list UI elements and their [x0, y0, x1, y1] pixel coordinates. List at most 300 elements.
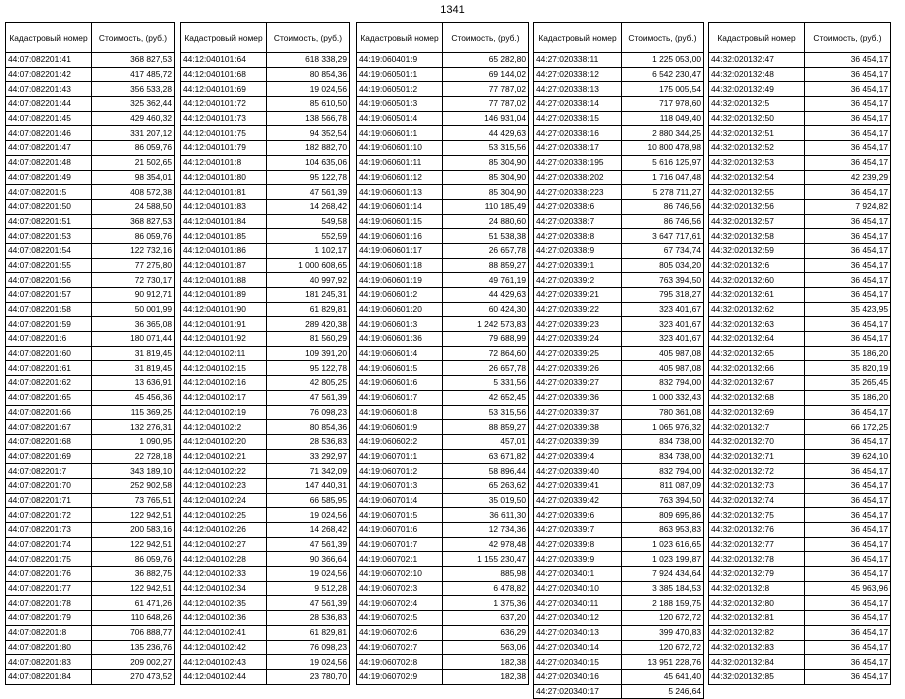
cadastral-number-cell: 44:27:020339:2: [534, 273, 622, 288]
table-row: [534, 523, 704, 538]
cost-cell: 42 978,48: [443, 537, 529, 552]
cost-cell: 36 454,17: [805, 126, 891, 141]
table-row: [181, 390, 350, 405]
cadastral-number-cell: 44:07:082201:71: [6, 493, 92, 508]
cost-cell: 31 819,45: [92, 346, 175, 361]
cost-cell: 5 246,64: [622, 684, 704, 699]
cost-cell: 21 502,65: [92, 155, 175, 170]
cadastral-number-cell: 44:27:020338:223: [534, 185, 622, 200]
cadastre-table-5: [708, 22, 891, 685]
cadastral-number-cell: 44:19:060601:9: [357, 420, 443, 435]
cost-cell: 61 829,81: [267, 625, 350, 640]
cost-cell: 44 429,63: [443, 126, 529, 141]
cadastral-number-cell: 44:07:082201:5: [6, 185, 92, 200]
table-row: [6, 493, 175, 508]
table-row: [181, 243, 350, 258]
cadastral-number-cell: 44:07:082201:80: [6, 640, 92, 655]
cadastral-number-cell: 44:12:040101:92: [181, 332, 267, 347]
cadastral-number-cell: 44:07:082201:69: [6, 449, 92, 464]
cost-cell: 73 765,51: [92, 493, 175, 508]
table-row: [534, 126, 704, 141]
cadastral-number-cell: 44:27:020339:23: [534, 317, 622, 332]
cost-cell: 49 761,19: [443, 273, 529, 288]
cadastral-number-cell: 44:27:020340:11: [534, 596, 622, 611]
cadastral-number-cell: 44:12:040102:16: [181, 376, 267, 391]
cost-cell: 19 024,56: [267, 655, 350, 670]
cost-cell: 834 738,00: [622, 449, 704, 464]
cadastral-number-cell: 44:07:082201:47: [6, 141, 92, 156]
cost-cell: 7 924 434,64: [622, 567, 704, 582]
table-row: [534, 273, 704, 288]
table-row: [181, 317, 350, 332]
table-row: [357, 214, 529, 229]
table-row: [534, 478, 704, 493]
cadastral-number-cell: 44:27:020339:6: [534, 508, 622, 523]
cadastral-number-cell: 44:27:020339:21: [534, 288, 622, 303]
table-row: [181, 420, 350, 435]
cadastral-number-cell: 44:32:020132:60: [709, 273, 805, 288]
cost-cell: 86 746,56: [622, 214, 704, 229]
cadastral-number-cell: 44:32:020132:83: [709, 640, 805, 655]
cadastre-table-4: [533, 22, 704, 699]
cost-cell: 832 794,00: [622, 464, 704, 479]
cadastral-number-cell: 44:32:020132:71: [709, 449, 805, 464]
table-row: [534, 317, 704, 332]
cost-cell: 9 512,28: [267, 581, 350, 596]
cadastral-number-cell: 44:19:060602:2: [357, 434, 443, 449]
table-row: [6, 669, 175, 684]
table-row: [709, 434, 891, 449]
table-row: [6, 596, 175, 611]
cost-cell: 104 635,06: [267, 155, 350, 170]
cost-cell: 182 882,70: [267, 141, 350, 156]
cadastral-number-cell: 44:07:082201:74: [6, 537, 92, 552]
cost-cell: 50 001,99: [92, 302, 175, 317]
cost-cell: 289 420,38: [267, 317, 350, 332]
table-row: [709, 464, 891, 479]
cadastral-number-cell: 44:27:020338:7: [534, 214, 622, 229]
table-row: [181, 449, 350, 464]
cadastral-number-cell: 44:12:040102:42: [181, 640, 267, 655]
cost-cell: 77 787,02: [443, 82, 529, 97]
cadastral-number-cell: 44:27:020340:10: [534, 581, 622, 596]
cost-cell: 72 864,60: [443, 346, 529, 361]
cost-cell: 24 880,60: [443, 214, 529, 229]
cadastral-number-cell: 44:19:060601:18: [357, 258, 443, 273]
cost-cell: 42 805,25: [267, 376, 350, 391]
table-row: [709, 390, 891, 405]
cadastral-number-cell: 44:32:020132:7: [709, 420, 805, 435]
cost-cell: 67 734,74: [622, 243, 704, 258]
table-row: [534, 449, 704, 464]
cadastral-number-cell: 44:12:040101:80: [181, 170, 267, 185]
table-row: [181, 581, 350, 596]
cadastral-number-cell: 44:19:060601:14: [357, 199, 443, 214]
cadastral-number-cell: 44:12:040101:73: [181, 111, 267, 126]
cost-cell: 42 239,29: [805, 170, 891, 185]
cadastral-number-cell: 44:19:060601:8: [357, 405, 443, 420]
table-row: [357, 317, 529, 332]
cadastral-number-cell: 44:07:082201:56: [6, 273, 92, 288]
table-row: [534, 361, 704, 376]
table-row: [181, 214, 350, 229]
table-row: [6, 376, 175, 391]
cadastral-number-cell: 44:07:082201:61: [6, 361, 92, 376]
cadastral-number-cell: 44:27:020339:24: [534, 332, 622, 347]
cadastral-number-cell: 44:32:020132:56: [709, 199, 805, 214]
cost-cell: 200 583,16: [92, 523, 175, 538]
table-row: [709, 67, 891, 82]
cost-cell: 28 536,83: [267, 434, 350, 449]
cost-cell: 5 278 711,27: [622, 185, 704, 200]
cadastral-number-cell: 44:07:082201:44: [6, 97, 92, 112]
cost-cell: 61 829,81: [267, 302, 350, 317]
header-cadastral-number: Кадастровый номер: [534, 23, 622, 53]
cadastral-number-cell: 44:12:040102:36: [181, 611, 267, 626]
table-row: [709, 53, 891, 68]
cadastral-number-cell: 44:07:082201:41: [6, 53, 92, 68]
cost-cell: 42 652,45: [443, 390, 529, 405]
cost-cell: 405 987,08: [622, 361, 704, 376]
cadastral-number-cell: 44:32:020132:67: [709, 376, 805, 391]
cost-cell: 76 098,23: [267, 640, 350, 655]
table-row: [709, 111, 891, 126]
table-row: [534, 155, 704, 170]
table-row: [534, 170, 704, 185]
table-row: [181, 523, 350, 538]
cost-cell: 23 780,70: [267, 669, 350, 684]
cadastral-number-cell: 44:12:040102:23: [181, 478, 267, 493]
cadastral-number-cell: 44:32:020132:55: [709, 185, 805, 200]
table-row: [709, 170, 891, 185]
cadastral-number-cell: 44:27:020339:42: [534, 493, 622, 508]
table-row: [181, 625, 350, 640]
table-row: [534, 82, 704, 97]
cost-cell: 13 951 228,76: [622, 655, 704, 670]
header-cost: Стоимость, (руб.): [267, 23, 350, 53]
cadastral-number-cell: 44:32:020132:64: [709, 332, 805, 347]
cost-cell: 85 304,90: [443, 170, 529, 185]
cadastral-number-cell: 44:27:020340:14: [534, 640, 622, 655]
cadastral-number-cell: 44:07:082201:68: [6, 434, 92, 449]
table-row: [709, 523, 891, 538]
table-row: [357, 97, 529, 112]
cadastral-number-cell: 44:19:060702:3: [357, 581, 443, 596]
cost-cell: 209 002,27: [92, 655, 175, 670]
table-row: [534, 229, 704, 244]
table-row: [709, 449, 891, 464]
cadastral-number-cell: 44:27:020338:17: [534, 141, 622, 156]
cost-cell: 1 102,17: [267, 243, 350, 258]
cadastre-table-3: [356, 22, 529, 685]
cadastral-number-cell: 44:27:020339:9: [534, 552, 622, 567]
table-row: [181, 478, 350, 493]
cost-cell: 6 542 230,47: [622, 67, 704, 82]
cost-cell: 35 265,45: [805, 376, 891, 391]
table-row: [534, 141, 704, 156]
table-row: [6, 523, 175, 538]
cost-cell: 71 342,09: [267, 464, 350, 479]
cost-cell: 1 090,95: [92, 434, 175, 449]
cadastral-number-cell: 44:07:082201:54: [6, 243, 92, 258]
table-row: [357, 155, 529, 170]
table-row: [709, 493, 891, 508]
cadastral-number-cell: 44:32:020132:52: [709, 141, 805, 156]
cadastral-number-cell: 44:27:020338:195: [534, 155, 622, 170]
table-row: [6, 170, 175, 185]
cost-cell: 417 485,72: [92, 67, 175, 82]
cadastral-number-cell: 44:19:060601:7: [357, 390, 443, 405]
cost-cell: 834 738,00: [622, 434, 704, 449]
cost-cell: 2 188 159,75: [622, 596, 704, 611]
cadastral-number-cell: 44:19:060702:6: [357, 625, 443, 640]
cost-cell: 863 953,83: [622, 523, 704, 538]
cadastral-number-cell: 44:27:020339:40: [534, 464, 622, 479]
cadastral-number-cell: 44:12:040102:33: [181, 567, 267, 582]
cost-cell: 65 263,62: [443, 478, 529, 493]
cadastral-number-cell: 44:27:020338:14: [534, 97, 622, 112]
header-cadastral-number: Кадастровый номер: [357, 23, 443, 53]
table-row: [357, 288, 529, 303]
cost-cell: 763 394,50: [622, 493, 704, 508]
cadastral-number-cell: 44:27:020340:15: [534, 655, 622, 670]
cost-cell: 90 912,71: [92, 288, 175, 303]
cost-cell: 36 454,17: [805, 640, 891, 655]
table-row: [709, 185, 891, 200]
cost-cell: 36 454,17: [805, 625, 891, 640]
table-row: [6, 508, 175, 523]
cadastral-number-cell: 44:07:082201:48: [6, 155, 92, 170]
cost-cell: 1 065 976,32: [622, 420, 704, 435]
cadastral-number-cell: 44:27:020338:15: [534, 111, 622, 126]
table-row: [534, 199, 704, 214]
cadastral-number-cell: 44:12:040102:35: [181, 596, 267, 611]
cost-cell: 120 672,72: [622, 611, 704, 626]
cadastral-number-cell: 44:32:020132:70: [709, 434, 805, 449]
page-number: 1341: [440, 4, 465, 16]
cadastral-number-cell: 44:12:040102:28: [181, 552, 267, 567]
cost-cell: 36 454,17: [805, 655, 891, 670]
table-row: [357, 552, 529, 567]
cost-cell: 47 561,39: [267, 596, 350, 611]
cadastral-number-cell: 44:12:040102:20: [181, 434, 267, 449]
table-row: [357, 229, 529, 244]
cadastral-number-cell: 44:32:020132:65: [709, 346, 805, 361]
table-row: [534, 611, 704, 626]
cost-cell: 122 732,16: [92, 243, 175, 258]
table-row: [6, 141, 175, 156]
cadastral-number-cell: 44:12:040101:85: [181, 229, 267, 244]
cadastral-number-cell: 44:07:082201:83: [6, 655, 92, 670]
table-row: [534, 552, 704, 567]
table-row: [6, 199, 175, 214]
cadastral-number-cell: 44:27:020339:36: [534, 390, 622, 405]
cost-cell: 14 268,42: [267, 199, 350, 214]
table-row: [357, 273, 529, 288]
table-row: [6, 302, 175, 317]
cadastral-number-cell: 44:27:020340:12: [534, 611, 622, 626]
table-row: [181, 111, 350, 126]
table-row: [709, 537, 891, 552]
cadastral-number-cell: 44:19:060601:4: [357, 346, 443, 361]
table-row: [357, 420, 529, 435]
cadastral-number-cell: 44:32:020132:79: [709, 567, 805, 582]
cost-cell: 36 611,30: [443, 508, 529, 523]
cadastral-number-cell: 44:19:060701:2: [357, 464, 443, 479]
cost-cell: 323 401,67: [622, 332, 704, 347]
table-row: [6, 537, 175, 552]
table-row: [357, 611, 529, 626]
table-row: [6, 581, 175, 596]
table-row: [6, 655, 175, 670]
cadastral-number-cell: 44:12:040102:43: [181, 655, 267, 670]
cadastral-number-cell: 44:07:082201:7: [6, 464, 92, 479]
cost-cell: 51 538,38: [443, 229, 529, 244]
cost-cell: 26 657,78: [443, 361, 529, 376]
cadastral-number-cell: 44:32:020132:78: [709, 552, 805, 567]
cost-cell: 36 454,17: [805, 185, 891, 200]
table-row: [6, 273, 175, 288]
table-row: [357, 141, 529, 156]
table-row: [181, 288, 350, 303]
cadastral-number-cell: 44:32:020132:75: [709, 508, 805, 523]
table-row: [709, 258, 891, 273]
cadastral-number-cell: 44:27:020339:7: [534, 523, 622, 538]
cadastral-number-cell: 44:07:082201:79: [6, 611, 92, 626]
cost-cell: 36 454,17: [805, 82, 891, 97]
table-row: [181, 302, 350, 317]
cost-cell: 72 730,17: [92, 273, 175, 288]
cost-cell: 408 572,38: [92, 185, 175, 200]
table-row: [181, 537, 350, 552]
cadastral-number-cell: 44:12:040101:69: [181, 82, 267, 97]
header-cost: Стоимость, (руб.): [443, 23, 529, 53]
table-row: [181, 53, 350, 68]
table-row: [534, 405, 704, 420]
cost-cell: 28 536,83: [267, 611, 350, 626]
table-row: [357, 655, 529, 670]
cost-cell: 35 019,50: [443, 493, 529, 508]
table-row: [709, 332, 891, 347]
cadastral-number-cell: 44:19:060701:1: [357, 449, 443, 464]
cost-cell: 53 315,56: [443, 405, 529, 420]
cost-cell: 36 454,17: [805, 464, 891, 479]
cadastral-number-cell: 44:12:040101:90: [181, 302, 267, 317]
table-row: [181, 155, 350, 170]
table-row: [357, 332, 529, 347]
cadastral-number-cell: 44:32:020132:8: [709, 581, 805, 596]
table-row: [357, 126, 529, 141]
cadastral-number-cell: 44:07:082201:66: [6, 405, 92, 420]
cadastral-number-cell: 44:19:060702:7: [357, 640, 443, 655]
table-row: [534, 464, 704, 479]
cost-cell: 252 902,58: [92, 478, 175, 493]
cadastral-number-cell: 44:19:060601:16: [357, 229, 443, 244]
cadastral-number-cell: 44:27:020338:6: [534, 199, 622, 214]
cadastral-number-cell: 44:19:060701:4: [357, 493, 443, 508]
table-row: [6, 97, 175, 112]
cadastral-number-cell: 44:27:020339:39: [534, 434, 622, 449]
cadastral-number-cell: 44:12:040101:72: [181, 97, 267, 112]
cadastral-number-cell: 44:32:020132:76: [709, 523, 805, 538]
table-row: [6, 53, 175, 68]
cadastral-number-cell: 44:07:082201:62: [6, 376, 92, 391]
table-row: [6, 420, 175, 435]
cost-cell: 31 819,45: [92, 361, 175, 376]
cadastral-number-cell: 44:12:040102:2: [181, 420, 267, 435]
cost-cell: 182,38: [443, 655, 529, 670]
cost-cell: 36 454,17: [805, 288, 891, 303]
cadastre-table-1: [5, 22, 175, 685]
cost-cell: 80 854,36: [267, 67, 350, 82]
cost-cell: 14 268,42: [267, 523, 350, 538]
cost-cell: 80 854,36: [267, 420, 350, 435]
cadastral-number-cell: 44:19:060601:5: [357, 361, 443, 376]
table-row: [181, 508, 350, 523]
table-row: [357, 170, 529, 185]
cadastral-number-cell: 44:07:082201:53: [6, 229, 92, 244]
cost-cell: 809 695,86: [622, 508, 704, 523]
cadastral-number-cell: 44:27:020339:41: [534, 478, 622, 493]
cadastral-number-cell: 44:19:060702:10: [357, 567, 443, 582]
cadastral-number-cell: 44:32:020132:61: [709, 288, 805, 303]
cost-cell: 36 454,17: [805, 214, 891, 229]
cost-cell: 33 292,97: [267, 449, 350, 464]
cost-cell: 45 456,36: [92, 390, 175, 405]
table-row: [709, 567, 891, 582]
table-row: [534, 625, 704, 640]
cadastral-number-cell: 44:32:020132:66: [709, 361, 805, 376]
cadastral-number-cell: 44:12:040102:27: [181, 537, 267, 552]
cost-cell: 40 997,92: [267, 273, 350, 288]
table-header-row: [534, 23, 704, 53]
cost-cell: 36 454,17: [805, 523, 891, 538]
cost-cell: 19 024,56: [267, 82, 350, 97]
cost-cell: 36 454,17: [805, 596, 891, 611]
table-row: [357, 405, 529, 420]
table-row: [181, 669, 350, 684]
table-row: [6, 229, 175, 244]
table-row: [357, 523, 529, 538]
cadastral-number-cell: 44:32:020132:80: [709, 596, 805, 611]
cost-cell: 147 440,31: [267, 478, 350, 493]
table-row: [709, 302, 891, 317]
table-row: [6, 346, 175, 361]
table-row: [534, 537, 704, 552]
cost-cell: 1 000 608,65: [267, 258, 350, 273]
table-row: [357, 82, 529, 97]
cadastral-number-cell: 44:32:020132:68: [709, 390, 805, 405]
cadastral-number-cell: 44:19:060601:13: [357, 185, 443, 200]
cost-cell: 717 978,60: [622, 97, 704, 112]
cost-cell: 3 385 184,53: [622, 581, 704, 596]
cadastral-number-cell: 44:32:020132:6: [709, 258, 805, 273]
cost-cell: 66 585,95: [267, 493, 350, 508]
cost-cell: 180 071,44: [92, 332, 175, 347]
cadastral-number-cell: 44:32:020132:74: [709, 493, 805, 508]
table-row: [534, 493, 704, 508]
table-row: [534, 376, 704, 391]
cost-cell: 63 671,82: [443, 449, 529, 464]
cadastral-number-cell: 44:07:082201:58: [6, 302, 92, 317]
table-row: [709, 361, 891, 376]
cost-cell: 36 454,17: [805, 537, 891, 552]
cadastral-number-cell: 44:27:020340:1: [534, 567, 622, 582]
table-row: [357, 346, 529, 361]
cadastral-number-cell: 44:32:020132:5: [709, 97, 805, 112]
cost-cell: 95 122,78: [267, 170, 350, 185]
cost-cell: 88 859,27: [443, 258, 529, 273]
